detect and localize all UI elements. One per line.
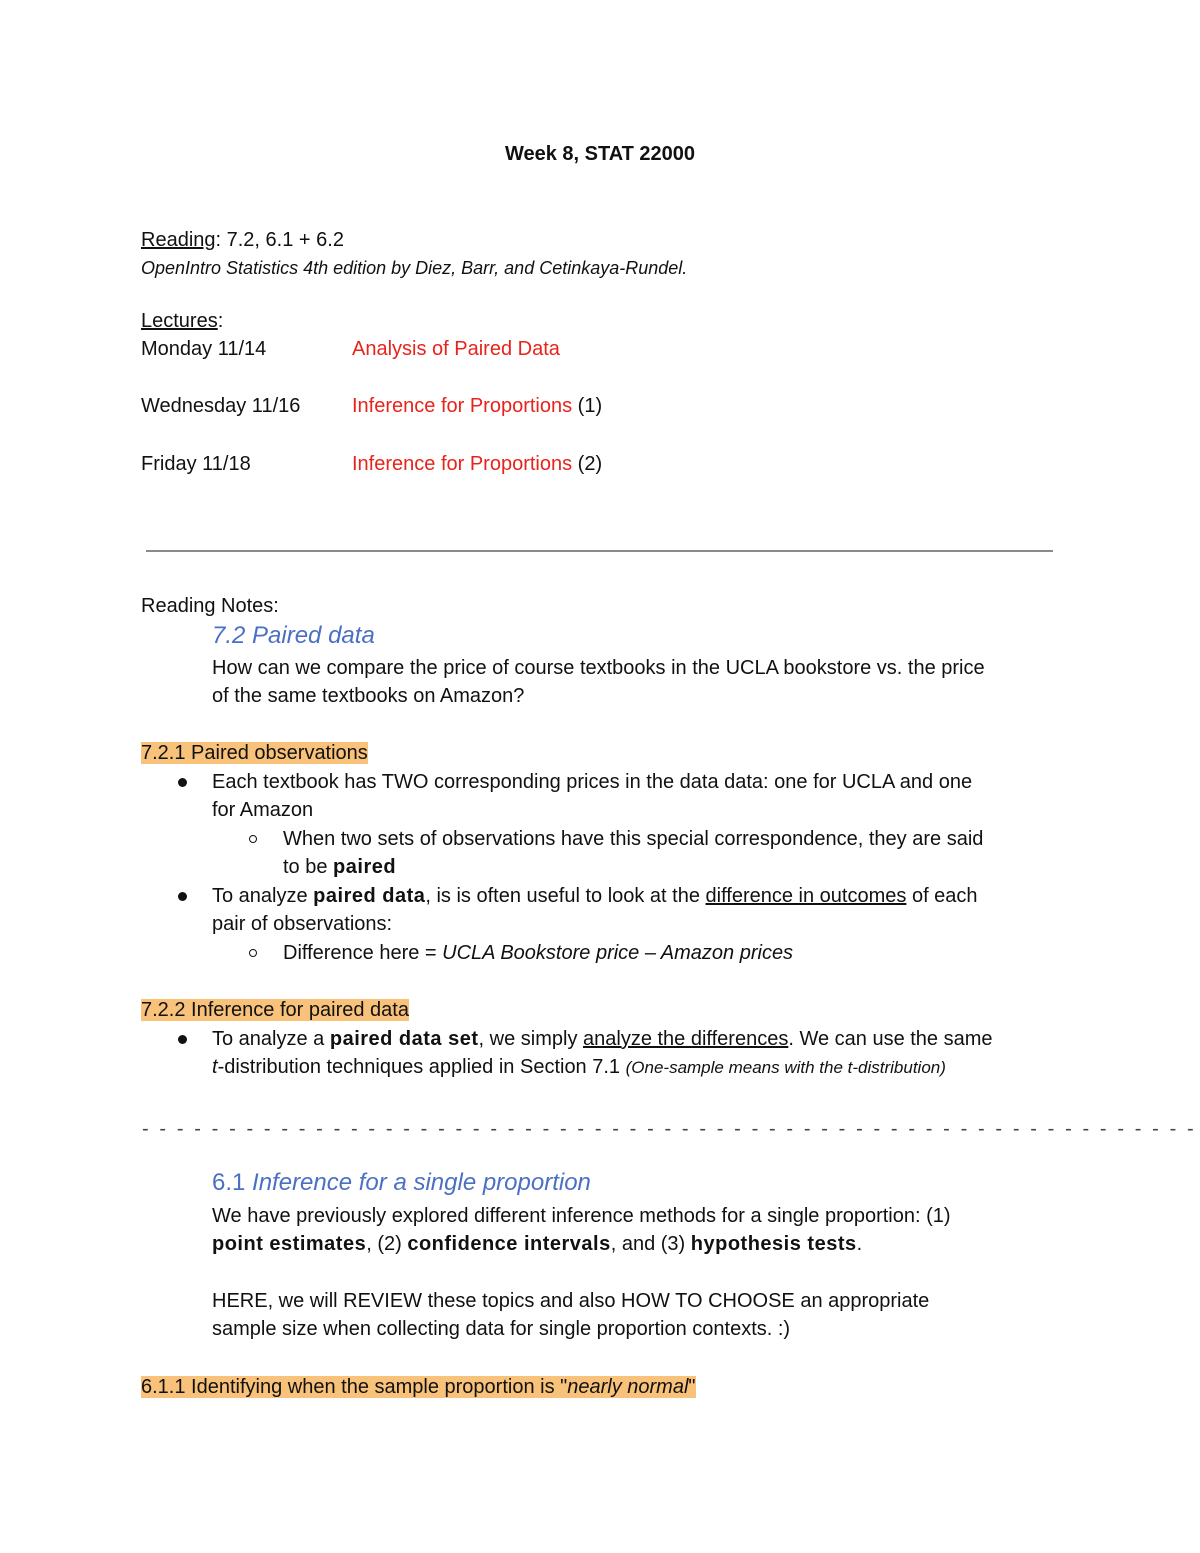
- lecture-day: Friday 11/18: [141, 453, 251, 475]
- section-6-1-paragraph: [212, 1230, 862, 1258]
- sub-bullet-text: When two sets of observations have this special correspondence, they are said: [283, 828, 984, 850]
- lecture-topic: Inference for Proportions: [352, 395, 573, 417]
- lecture-day: Wednesday 11/16: [141, 395, 301, 417]
- sub-bullet-text: [283, 939, 793, 967]
- section-7-2-2-heading: [141, 996, 409, 1024]
- italic-term: t: [212, 1056, 218, 1078]
- text-segment: To analyze a: [212, 1028, 330, 1050]
- bullet-text: [212, 1025, 993, 1053]
- sub-bullet-text: [283, 853, 396, 881]
- bullet-dot: [178, 778, 187, 787]
- reading-line: [141, 226, 344, 254]
- highlighted-heading: [141, 1376, 696, 1398]
- bold-term: paired data set: [329, 1028, 479, 1050]
- lecture-topic-row: [352, 392, 602, 420]
- bullet-text: [212, 1053, 946, 1082]
- lectures-heading: [141, 307, 223, 335]
- bullet-text: for Amazon: [212, 799, 314, 821]
- section-7-2-1-heading: [141, 739, 368, 767]
- section-7-2-heading: 7.2 Paired data: [212, 622, 375, 649]
- horizontal-rule: [146, 550, 1053, 552]
- text-segment: Difference here =: [283, 942, 443, 964]
- bullet-dot: [178, 892, 187, 901]
- bold-term: paired data: [313, 885, 426, 907]
- lecture-topic-row: [352, 335, 560, 363]
- highlighted-heading: 7.2.1 Paired observations: [141, 742, 368, 764]
- reading-notes-label: Reading Notes:: [141, 595, 279, 617]
- underlined-term: analyze the differences: [583, 1028, 789, 1050]
- section-7-2-intro: of the same textbooks on Amazon?: [212, 685, 525, 707]
- reading-book: OpenIntro Statistics 4th edition by Diez, Barr, and Cetinkaya-Rundel.: [141, 258, 688, 278]
- lecture-day: Monday 11/14: [141, 338, 267, 360]
- bullet-text: Each textbook has TWO corresponding prices in the data data: one for UCLA and one: [212, 771, 973, 793]
- text-segment: . We can use the same: [788, 1028, 993, 1050]
- section-6-1-paragraph: sample size when collecting data for single proportion contexts. :): [212, 1318, 791, 1340]
- text-segment: 6.1.1 Identifying when the sample proportion is ": [141, 1376, 568, 1398]
- text-segment: .: [856, 1233, 863, 1255]
- text-segment: ": [688, 1376, 696, 1398]
- section-6-1-1-heading: [141, 1373, 696, 1401]
- italic-term: nearly normal: [567, 1376, 689, 1398]
- section-6-1-paragraph: We have previously explored different inference methods for a single proportion: (1): [212, 1205, 951, 1227]
- bullet-dot: [178, 1035, 187, 1044]
- lecture-topic: Analysis of Paired Data: [352, 338, 560, 360]
- text-segment: , is is often useful to look at the: [425, 885, 706, 907]
- bold-term: point estimates: [212, 1233, 367, 1255]
- bullet-text: pair of observations:: [212, 913, 393, 935]
- section-6-1-heading: [212, 1167, 591, 1199]
- lectures-label: Lectures: [141, 310, 218, 332]
- lecture-suffix: (1): [572, 395, 603, 417]
- underlined-term: difference in outcomes: [705, 885, 907, 907]
- heading-text: Inference for a single proportion: [252, 1169, 591, 1196]
- section-6-1-paragraph: HERE, we will REVIEW these topics and also HOW TO CHOOSE an appropriate: [212, 1290, 930, 1312]
- highlighted-heading: 7.2.2 Inference for paired data: [141, 999, 409, 1021]
- text-segment: -distribution techniques applied in Section 7.1: [217, 1056, 626, 1078]
- italic-term: UCLA Bookstore price – Amazon prices: [442, 942, 794, 964]
- bold-term: confidence intervals: [407, 1233, 611, 1255]
- text-segment: of each: [906, 885, 978, 907]
- reading-sections: : 7.2, 6.1 + 6.2: [215, 229, 344, 251]
- lecture-topic-row: [352, 450, 602, 478]
- reading-label: Reading: [141, 229, 216, 251]
- sub-bullet-circle: [249, 835, 257, 843]
- lectures-colon: :: [217, 310, 224, 332]
- italic-aside: (One-sample means with the t-distribution): [625, 1058, 946, 1077]
- bold-term: hypothesis tests: [690, 1233, 857, 1255]
- lecture-topic: Inference for Proportions: [352, 453, 573, 475]
- dashed-separator: - - - - - - - - - - - - - - - - - - - - - - - - - - - - - - - - - - - - - - - - - - - - - - - - - - - - - - - - - - - - -: [142, 1118, 1197, 1140]
- section-7-2-intro: How can we compare the price of course textbooks in the UCLA bookstore vs. the price: [212, 657, 985, 679]
- page-title: Week 8, STAT 22000: [504, 143, 696, 165]
- text-segment: to be: [283, 856, 334, 878]
- text-segment: , (2): [366, 1233, 408, 1255]
- text-segment: , we simply: [478, 1028, 583, 1050]
- bold-term: paired: [333, 856, 397, 878]
- sub-bullet-circle: [249, 949, 257, 957]
- text-segment: , and (3): [610, 1233, 691, 1255]
- text-segment: To analyze: [212, 885, 314, 907]
- lecture-suffix: (2): [572, 453, 603, 475]
- heading-number: 6.1: [212, 1169, 253, 1196]
- bullet-text: [212, 882, 978, 910]
